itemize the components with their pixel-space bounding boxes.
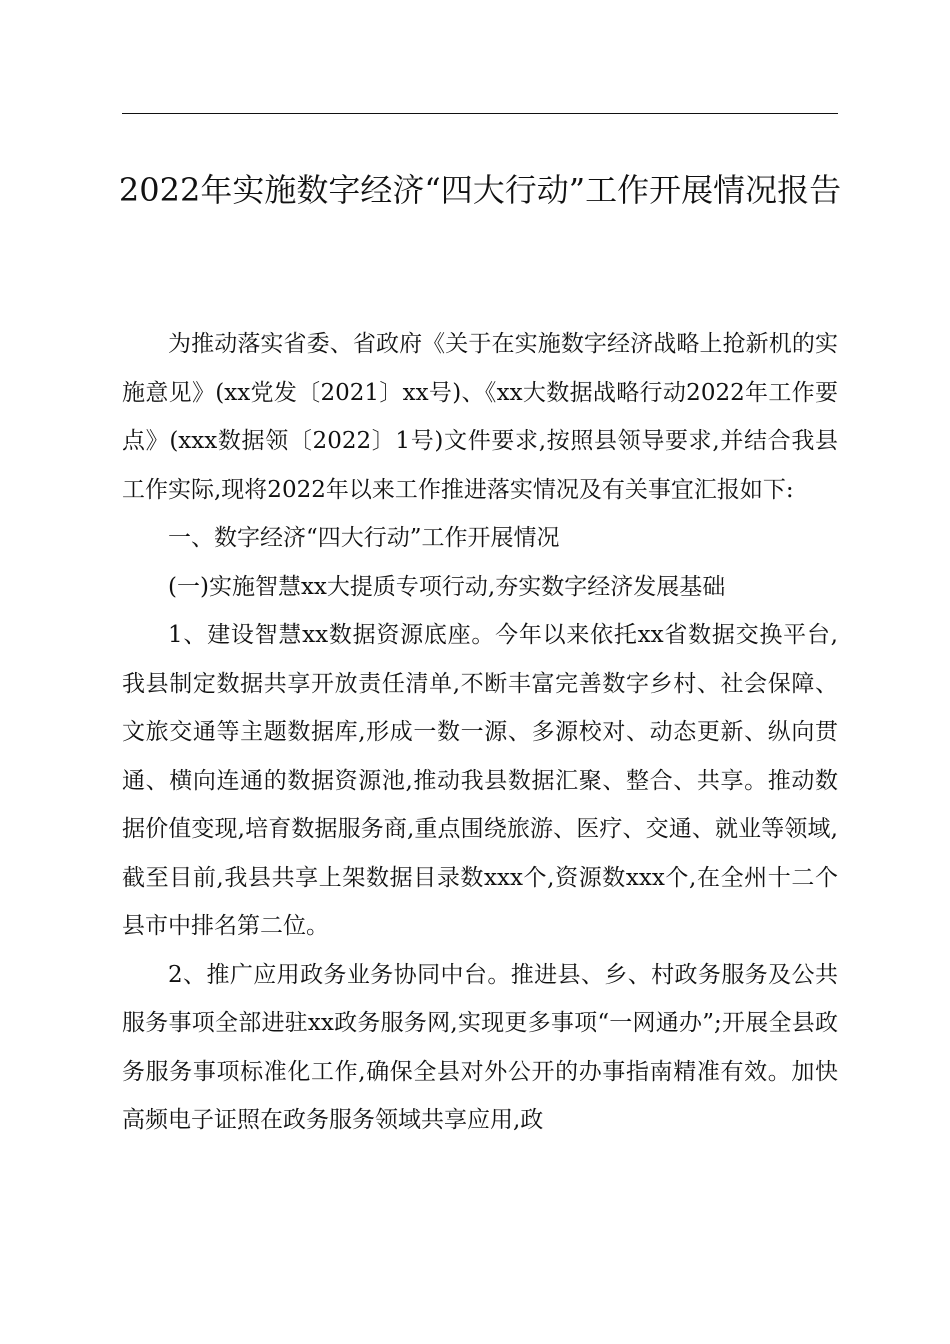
intro-paragraph: 为推动落实省委、省政府《关于在实施数字经济战略上抢新机的实施意见》(xx党发〔2021〕xx号)、《xx大数据战略行动2022年工作要点》(xxx数据领〔2022〕1号)文件要求,按照县领导要求,并结合我县工作实际,现将2022年以来工作推进落实情况及有关事宜汇报如下: bbox=[122, 331, 838, 503]
body-paragraph-2: 2、推广应用政务业务协同中台。推进县、乡、村政务服务及公共服务事项全部进驻xx政务服务网,实现更多事项“一网通办”;开展全县政务服务事项标准化工作,确保全县对外公开的办事指南精准有效。加快高频电子证照在政务服务领域共享应用,政 bbox=[122, 961, 838, 1133]
document-title: 2022年实施数字经济“四大行动”工作开展情况报告 bbox=[118, 171, 842, 209]
document-body bbox=[122, 320, 838, 1145]
subsection-heading: (一)实施智慧xx大提质专项行动,夯实数字经济发展基础 bbox=[168, 573, 726, 600]
header-rule bbox=[122, 113, 838, 114]
section-heading: 一、数字经济“四大行动”工作开展情况 bbox=[168, 525, 560, 551]
body-paragraph-1: 1、建设智慧xx数据资源底座。今年以来依托xx省数据交换平台,我县制定数据共享开放责任清单,不断丰富完善数字乡村、社会保障、文旅交通等主题数据库,形成一数一源、多源校对、动态更新、纵向贯通、横向连通的数据资源池,推动我县数据汇聚、整合、共享。推动数据价值变现,培育数据服务商,重点围绕旅游、医疗、交通、就业等领域,截至目前,我县共享上架数据目录数xxx个,资源数xxx个,在全州十二个县市中排名第二位。 bbox=[122, 622, 838, 939]
